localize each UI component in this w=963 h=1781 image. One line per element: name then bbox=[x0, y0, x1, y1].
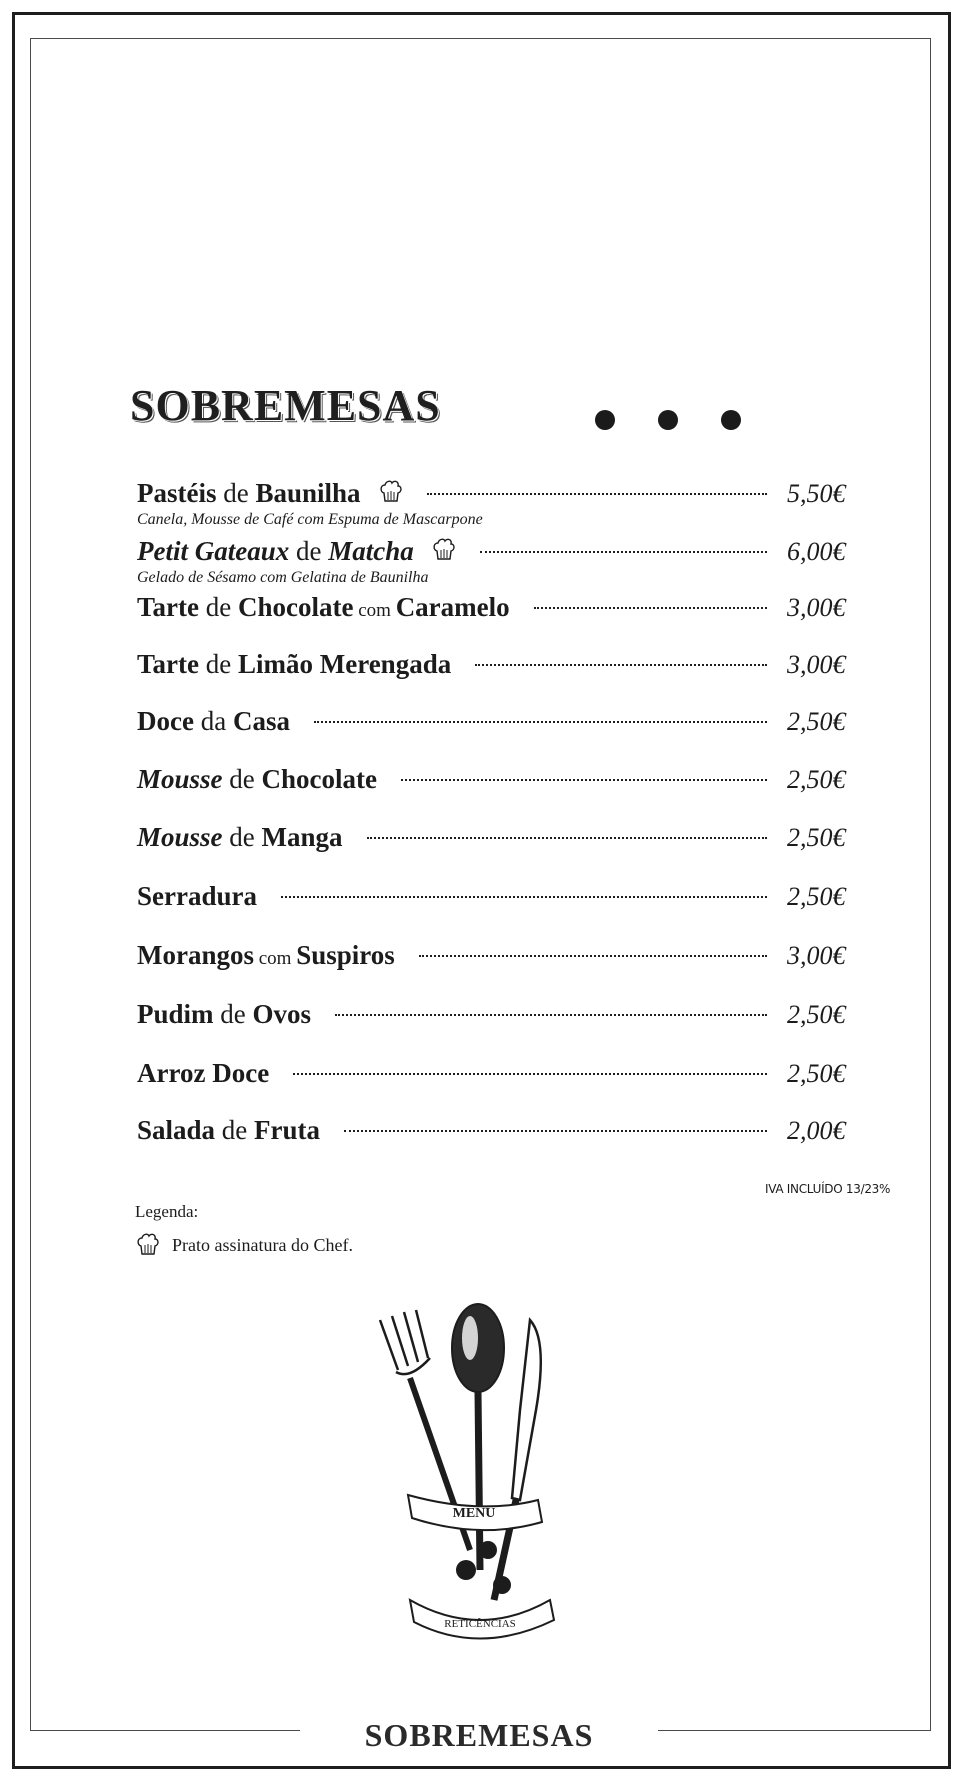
menu-item-name-part: de bbox=[199, 649, 238, 679]
menu-item-name-part: Mousse bbox=[137, 822, 223, 852]
dot-leader bbox=[401, 779, 767, 781]
menu-item-name-part: de bbox=[216, 478, 256, 508]
menu-item-row bbox=[137, 764, 857, 800]
menu-item-row bbox=[137, 822, 857, 858]
chef-hat-icon bbox=[432, 537, 456, 563]
ellipsis-dots bbox=[595, 410, 741, 430]
menu-item-price: 2,50€ bbox=[787, 823, 846, 852]
menu-item-name-part: Chocolate bbox=[237, 592, 354, 622]
menu-item bbox=[137, 999, 857, 1035]
menu-item-name-part: de bbox=[222, 822, 262, 852]
menu-item-name bbox=[137, 881, 257, 912]
menu-item bbox=[137, 1115, 857, 1151]
menu-item bbox=[137, 706, 857, 742]
menu-item-price: 2,50€ bbox=[787, 765, 846, 794]
menu-item bbox=[137, 478, 857, 529]
cutlery-illustration-icon bbox=[370, 1300, 590, 1650]
menu-item-price: 3,00€ bbox=[787, 593, 846, 622]
menu-item-name-part: Tarte bbox=[137, 649, 199, 679]
menu-item-name bbox=[137, 478, 403, 509]
menu-item bbox=[137, 940, 857, 976]
menu-item-name bbox=[137, 999, 311, 1030]
menu-item-name-part: Manga bbox=[261, 822, 343, 852]
menu-item-name-part: Fruta bbox=[254, 1115, 321, 1145]
menu-item-row bbox=[137, 940, 857, 976]
menu-item-name bbox=[137, 1115, 320, 1146]
menu-item bbox=[137, 592, 857, 628]
menu-item-row bbox=[137, 706, 857, 742]
legend-text: Prato assinatura do Chef. bbox=[172, 1234, 353, 1255]
menu-item-price: 3,00€ bbox=[787, 650, 846, 679]
menu-item-row bbox=[137, 1115, 857, 1151]
menu-item-name bbox=[137, 764, 377, 795]
menu-item-name-part: Pastéis bbox=[137, 478, 217, 508]
dot-leader bbox=[419, 955, 767, 957]
menu-item-name bbox=[137, 1058, 269, 1089]
menu-item-name-part: Petit Gateaux bbox=[137, 536, 290, 566]
menu-item-name-part: Chocolate bbox=[261, 764, 377, 794]
dot-leader bbox=[534, 607, 767, 609]
menu-item-name-part: de bbox=[289, 536, 329, 566]
vat-note: IVA INCLUÍDO 13/23% bbox=[765, 1182, 891, 1196]
menu-item-price: 3,00€ bbox=[787, 941, 846, 970]
menu-item-name-part: Pudim bbox=[137, 999, 214, 1029]
menu-item-name-part: de bbox=[199, 592, 238, 622]
menu-item-name bbox=[137, 592, 510, 623]
menu-item-name-part: com bbox=[353, 600, 396, 621]
dot-leader bbox=[367, 837, 767, 839]
menu-item-name-part: Suspiros bbox=[296, 940, 395, 970]
dot-leader bbox=[281, 896, 767, 898]
menu-item-price: 2,50€ bbox=[787, 1059, 846, 1088]
menu-item-name bbox=[137, 940, 395, 971]
menu-item-name-part: Doce bbox=[137, 706, 194, 736]
menu-item-name-part: Serradura bbox=[137, 881, 257, 911]
footer-title: SOBREMESAS bbox=[300, 1705, 658, 1765]
menu-item bbox=[137, 881, 857, 917]
menu-item-name-part: com bbox=[254, 948, 297, 969]
dot-leader bbox=[335, 1014, 767, 1016]
menu-item-name-part: Limão Merengada bbox=[237, 649, 452, 679]
legend-title: Legenda: bbox=[135, 1202, 199, 1221]
dot bbox=[658, 410, 678, 430]
menu-item-name-part: de bbox=[222, 764, 262, 794]
dot-leader bbox=[480, 551, 767, 553]
menu-item-row bbox=[137, 1058, 857, 1094]
menu-item-name-part: Mousse bbox=[137, 764, 223, 794]
menu-item bbox=[137, 1058, 857, 1094]
dot-leader bbox=[427, 493, 767, 495]
menu-item-price: 2,50€ bbox=[787, 1000, 846, 1029]
section-title: SOBREMESAS bbox=[130, 381, 441, 430]
menu-item-row bbox=[137, 536, 857, 572]
menu-item-description: Gelado de Sésamo com Gelatina de Baunilha bbox=[137, 569, 429, 586]
menu-item-name-part: Morangos bbox=[137, 940, 254, 970]
menu-item-price: 5,50€ bbox=[787, 479, 846, 508]
menu-item bbox=[137, 536, 857, 587]
menu-item-row bbox=[137, 999, 857, 1035]
menu-item-name-part: da bbox=[193, 706, 233, 736]
dot-leader bbox=[314, 721, 767, 723]
menu-item-name-part: de bbox=[215, 1115, 255, 1145]
dot bbox=[595, 410, 615, 430]
menu-item-row bbox=[137, 881, 857, 917]
menu-item-name-part: Matcha bbox=[328, 536, 414, 566]
menu-item-name-part: Casa bbox=[232, 706, 290, 736]
menu-item-name bbox=[137, 536, 456, 567]
dot bbox=[721, 410, 741, 430]
menu-item-price: 2,00€ bbox=[787, 1116, 846, 1145]
dot-leader bbox=[344, 1130, 767, 1132]
menu-item-name-part: Baunilha bbox=[255, 478, 361, 508]
logo-banner-bottom: RETICÊNCIAS bbox=[444, 1618, 516, 1630]
menu-item bbox=[137, 649, 857, 685]
menu-item-name bbox=[137, 822, 343, 853]
dot-leader bbox=[475, 664, 767, 666]
chef-hat-icon bbox=[136, 1232, 160, 1258]
menu-item-row bbox=[137, 592, 857, 628]
menu-item-name-part: Arroz Doce bbox=[137, 1058, 270, 1088]
menu-item-name-part: Caramelo bbox=[395, 592, 510, 622]
menu-item-description: Canela, Mousse de Café com Espuma de Mascarpone bbox=[137, 511, 483, 528]
legend-row bbox=[136, 1232, 353, 1258]
menu-item-price: 2,50€ bbox=[787, 882, 846, 911]
menu-item bbox=[137, 764, 857, 800]
chef-hat-icon bbox=[379, 479, 403, 505]
menu-item-name-part: Salada bbox=[137, 1115, 216, 1145]
menu-item bbox=[137, 822, 857, 858]
menu-item-price: 2,50€ bbox=[787, 707, 846, 736]
menu-item-price: 6,00€ bbox=[787, 537, 846, 566]
menu-item-row bbox=[137, 649, 857, 685]
menu-item-name bbox=[137, 706, 290, 737]
logo-banner-top: MENU bbox=[452, 1506, 496, 1521]
menu-item-row bbox=[137, 478, 857, 514]
menu-item-name-part: de bbox=[213, 999, 253, 1029]
menu-item-name-part: Tarte bbox=[137, 592, 199, 622]
dot-leader bbox=[293, 1073, 767, 1075]
menu-item-name-part: Ovos bbox=[252, 999, 312, 1029]
menu-item-name bbox=[137, 649, 451, 680]
